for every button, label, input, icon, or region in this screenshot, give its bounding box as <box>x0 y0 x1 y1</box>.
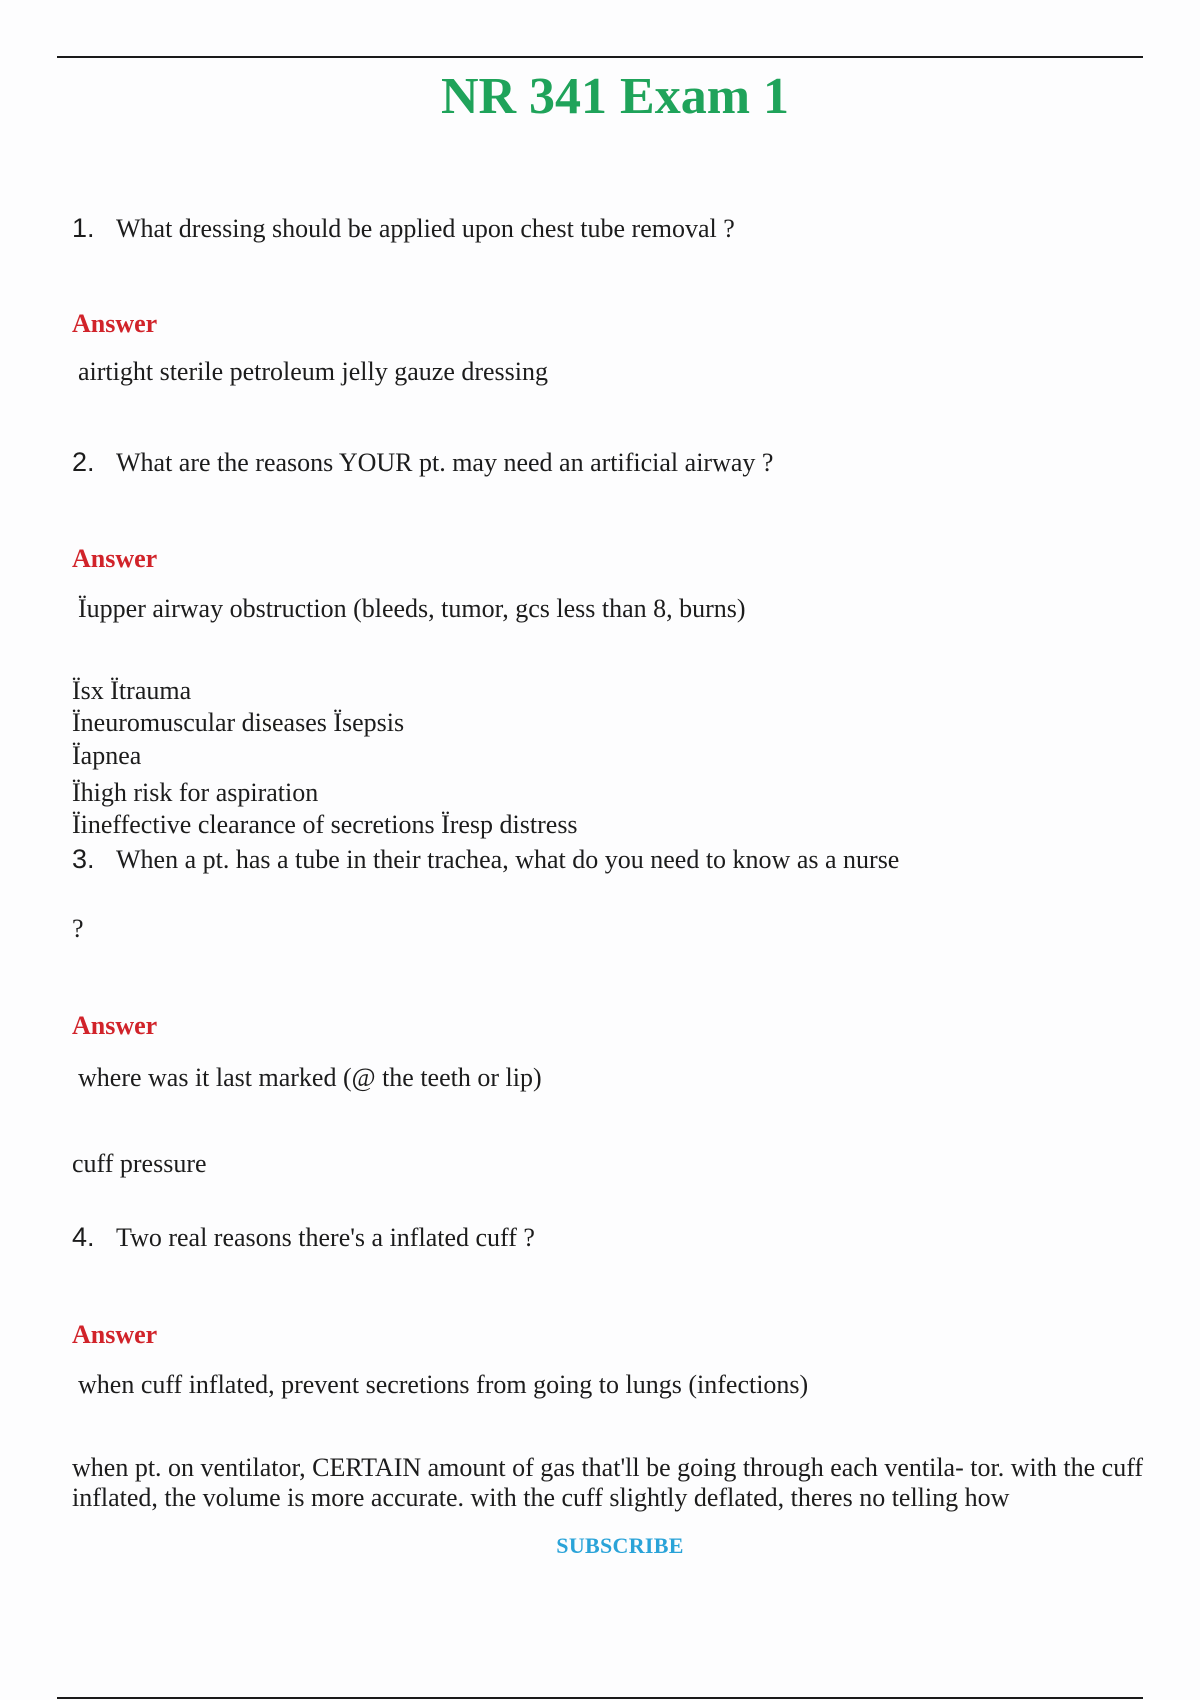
answer-text: when cuff inflated, prevent secretions from going to lungs (infections) <box>78 1370 809 1399</box>
top-rule <box>57 56 1143 58</box>
question-1 <box>72 212 735 244</box>
answer-label: Answer <box>72 309 158 338</box>
subscribe-link[interactable]: SUBSCRIBE <box>556 1533 684 1558</box>
question-4 <box>72 1221 535 1253</box>
question-text: What dressing should be applied upon chest tube removal ? <box>116 214 735 243</box>
question-text: What are the reasons YOUR pt. may need an artificial airway ? <box>116 448 774 477</box>
answer-label: Answer <box>72 1011 158 1040</box>
question-text: Two real reasons there's a inflated cuff ? <box>116 1223 535 1252</box>
answer-text: airtight sterile petroleum jelly gauze dressing <box>78 357 549 386</box>
question-number: 2. <box>72 447 95 477</box>
answer-text: Ïsx Ïtrauma <box>72 676 192 705</box>
answer-text: Ïineffective clearance of secretions Ïresp distress <box>72 810 578 839</box>
question-text: When a pt. has a tube in their trachea, what do you need to know as a nurse <box>116 845 900 874</box>
question-number: 3. <box>72 844 95 874</box>
answer-text: where was it last marked (@ the teeth or lip) <box>78 1063 542 1092</box>
answer-paragraph: when pt. on ventilator, CERTAIN amount of gas that'll be going through each ventila- tor. with the cuff inflated, the volume is more accurate. with the cuff slightly deflated, theres no telling how <box>72 1453 1144 1512</box>
question-2 <box>72 446 773 478</box>
question-number: 4. <box>72 1222 95 1252</box>
answer-text: Ïupper airway obstruction (bleeds, tumor, gcs less than 8, burns) <box>78 594 746 623</box>
question-3 <box>72 843 899 875</box>
answer-text: cuff pressure <box>72 1149 207 1178</box>
page-title: NR 341 Exam 1 <box>440 68 790 125</box>
answer-label: Answer <box>72 544 158 573</box>
answer-label: Answer <box>72 1320 158 1349</box>
answer-text: Ïneuromuscular diseases Ïsepsis <box>72 708 405 737</box>
question-text-continuation: ? <box>72 914 84 943</box>
answer-text: Ïhigh risk for aspiration <box>72 778 319 807</box>
bottom-rule <box>57 1697 1143 1699</box>
answer-text: Ïapnea <box>72 741 142 770</box>
question-number: 1. <box>72 213 95 243</box>
